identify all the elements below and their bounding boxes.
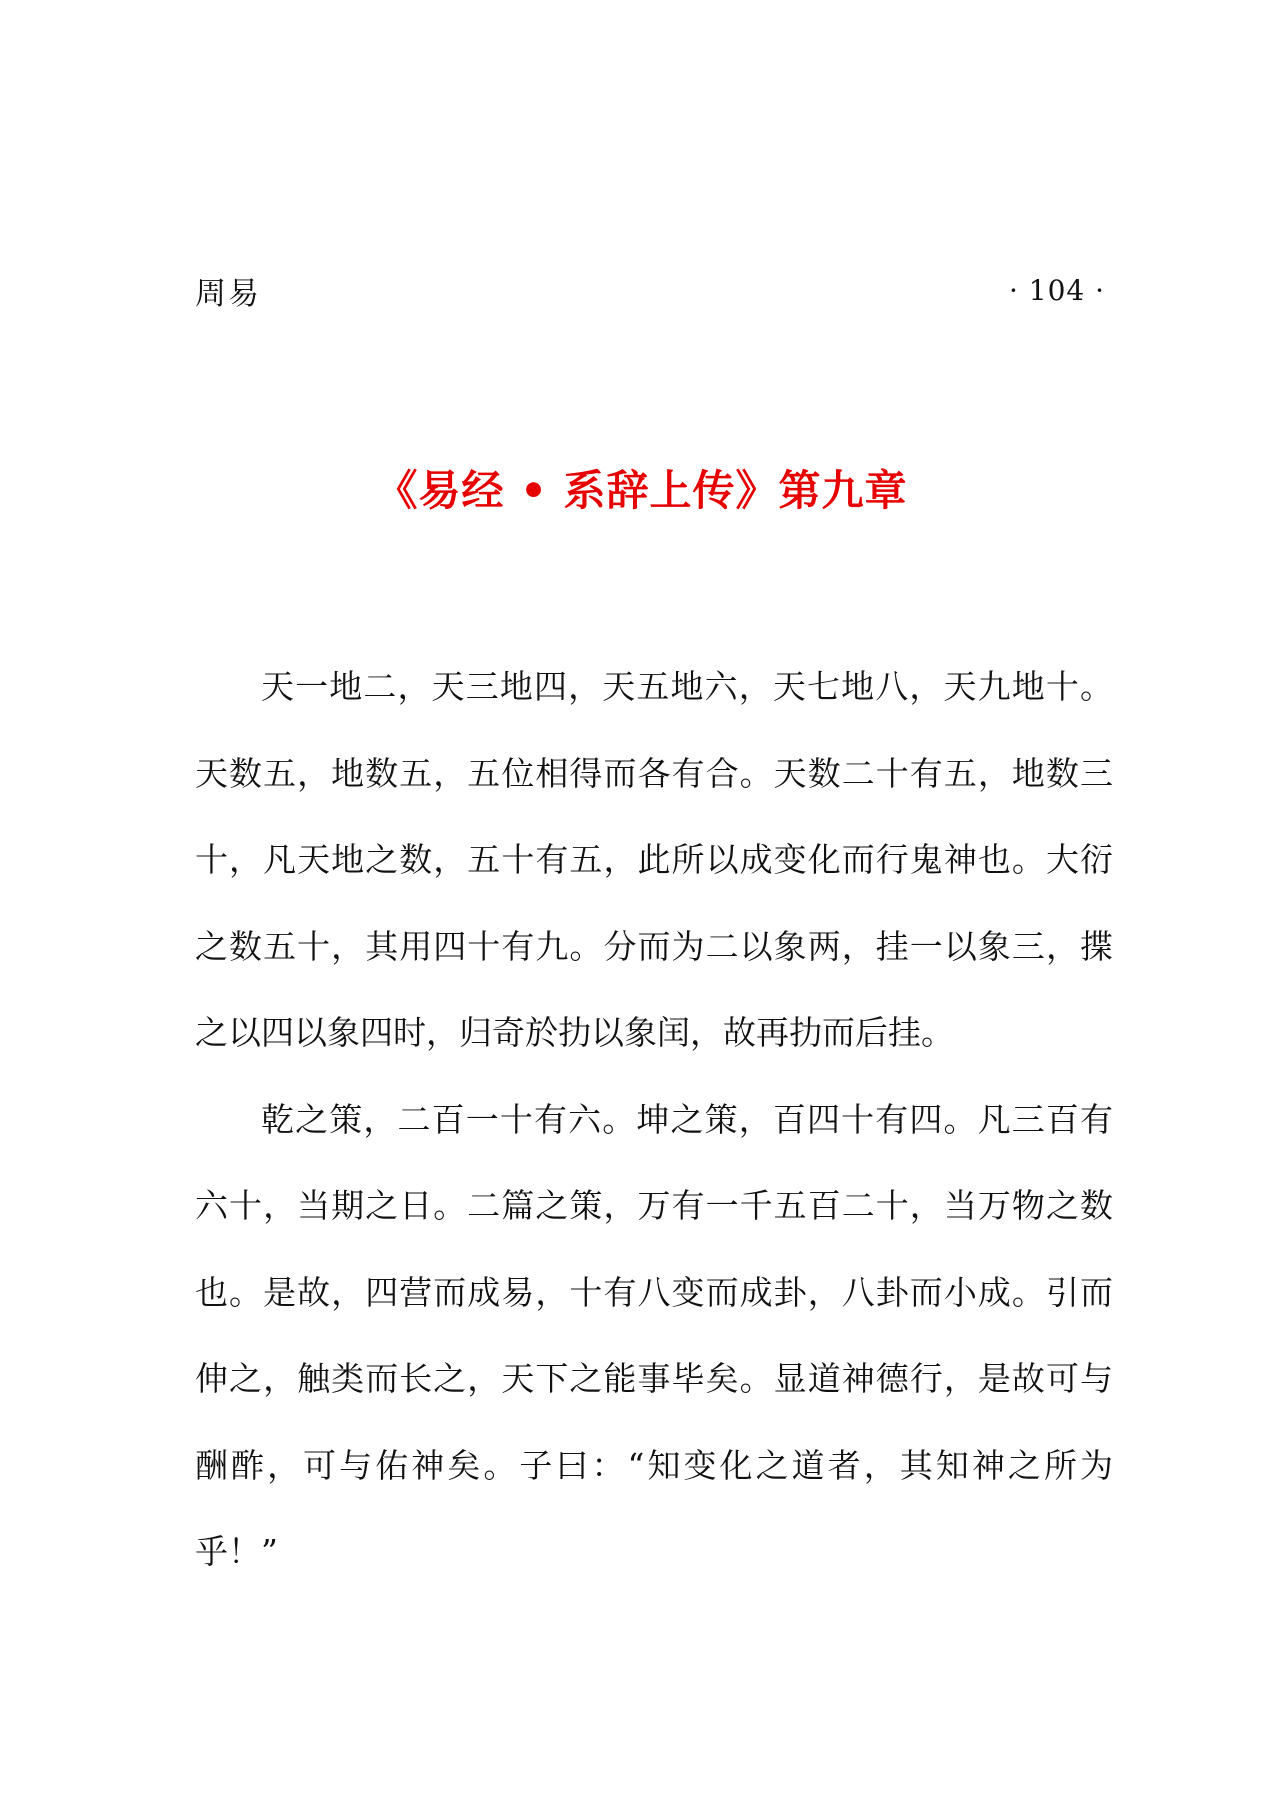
paragraph: 天一地二，天三地四，天五地六，天七地八，天九地十。天数五，地数五，五位相得而各有合。天数二十有五，地数三十，凡天地之数，五十有五，此所以成变化而行鬼神也。大衍之数五十，其用四十有九。分而为二以象两，挂一以象三，揲之以四以象四时，归奇於扐以象闰，故再扐而后挂。 — [195, 667, 1113, 1052]
chapter-title: 《易经 • 系辞上传》第九章 — [375, 466, 908, 515]
paragraph: 乾之策，二百一十有六。坤之策，百四十有四。凡三百有六十，当期之日。二篇之策，万有一千五百二十，当万物之数也。是故，四营而成易，十有八变而成卦，八卦而小成。引而伸之，触类而长之，天下之能事毕矣。显道神德行，是故可与酬酢，可与佑神矣。子曰：“知变化之道者，其知神之所为乎！” — [195, 1099, 1113, 1571]
running-header — [195, 268, 1105, 312]
book-title: 周易 — [195, 275, 261, 312]
page-number: · 104 · — [1008, 273, 1105, 307]
body-text — [195, 644, 1113, 1596]
